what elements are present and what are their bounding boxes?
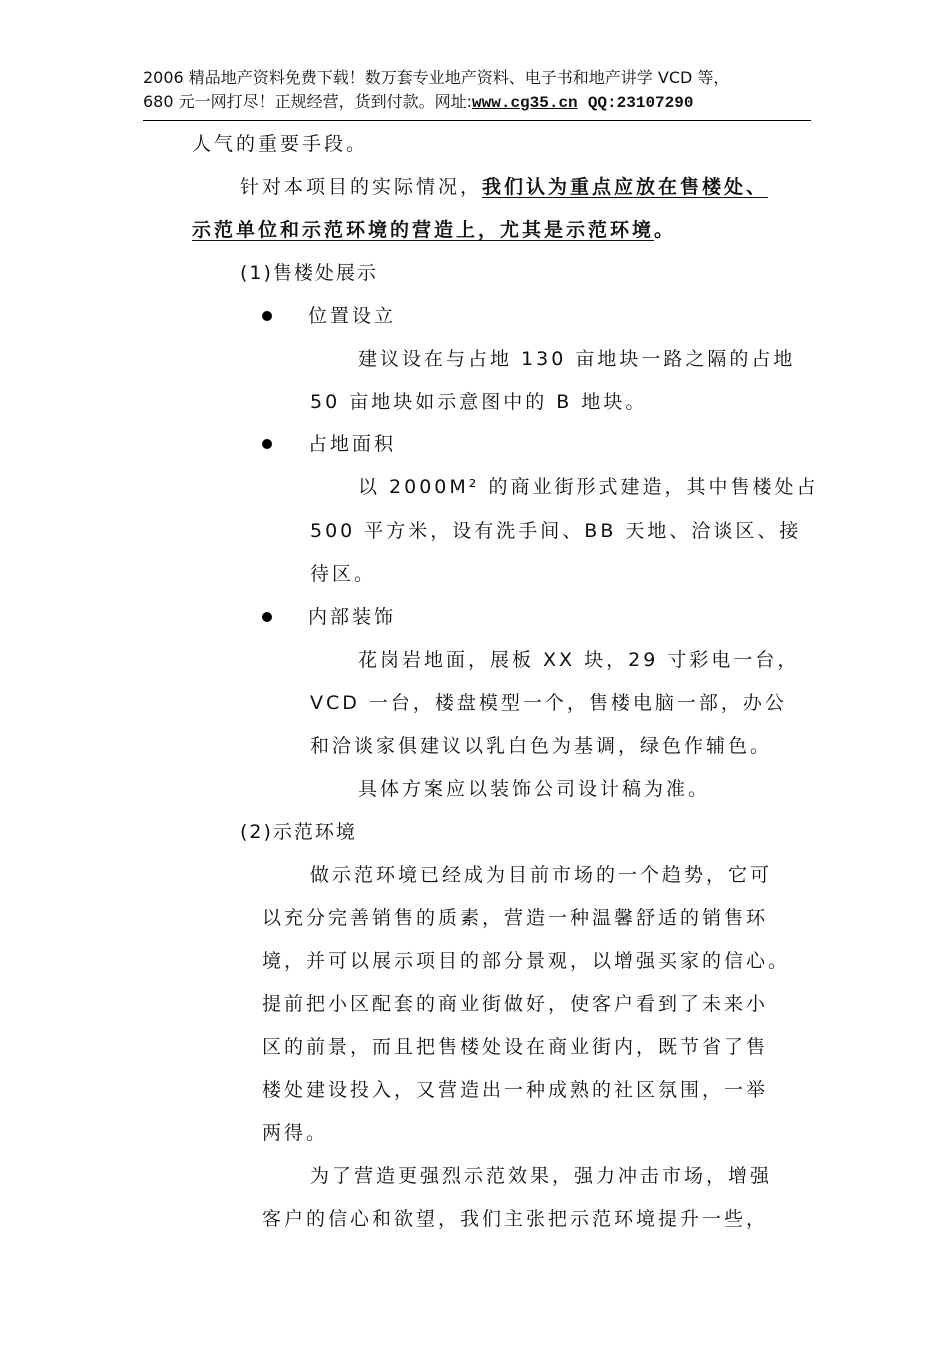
emphasis-text: 我们认为重点应放在售楼处、 (482, 176, 769, 198)
paragraph-line: 花岗岩地面，展板 XX 块，29 寸彩电一台， (358, 649, 800, 671)
website-link[interactable]: www.cg35.cn (472, 94, 578, 112)
paragraph-line: 为了营造更强烈示范效果，强力冲击市场，增强 (310, 1165, 773, 1187)
paragraph-line: 以 2000M² 的商业街形式建造，其中售楼处占 (358, 476, 819, 498)
paragraph-line: 和洽谈家俱建议以乳白色为基调，绿色作辅色。 (310, 735, 773, 757)
paragraph-line: 楼处建设投入，又营造出一种成熟的社区氛围，一举 (262, 1079, 769, 1101)
paragraph-line: 两得。 (262, 1122, 329, 1144)
paragraph-line: 境，并可以展示项目的部分景观，以增强买家的信心。 (262, 950, 791, 972)
paragraph-line: VCD 一台，楼盘模型一个，售楼电脑一部，办公 (310, 692, 787, 714)
header-line-2 (143, 90, 811, 115)
bullet-icon (262, 439, 272, 449)
page-header (143, 66, 811, 115)
section-heading-2: (2)示范环境 (240, 821, 357, 843)
text-run: 。 (654, 219, 677, 241)
paragraph-line: 建议设在与占地 130 亩地块一路之隔的占地 (358, 348, 796, 370)
bullet-icon (262, 311, 272, 321)
paragraph-line: 人气的重要手段。 (192, 133, 369, 155)
bullet-icon (262, 612, 272, 622)
bullet-title: 位置设立 (308, 305, 397, 327)
paragraph-line: 提前把小区配套的商业街做好，使客户看到了未来小 (262, 993, 769, 1015)
paragraph-line: 待区。 (310, 563, 377, 585)
paragraph-line (192, 216, 676, 244)
paragraph-line: 以充分完善销售的质素，营造一种温馨舒适的销售环 (262, 907, 769, 929)
paragraph-line: 区的前景，而且把售楼处设在商业街内，既节省了售 (262, 1036, 769, 1058)
section-heading-1: (1)售楼处展示 (240, 262, 378, 284)
paragraph-line: 客户的信心和欲望，我们主张把示范环境提升一些， (262, 1208, 769, 1230)
header-divider (143, 120, 811, 121)
paragraph-line: 做示范环境已经成为目前市场的一个趋势，它可 (310, 864, 773, 886)
emphasis-text: 示范单位和示范环境的营造上，尤其是示范环境 (192, 219, 655, 241)
text-run: 针对本项目的实际情况， (240, 176, 483, 198)
paragraph-line: 具体方案应以装饰公司设计稿为准。 (358, 778, 711, 800)
bullet-title: 内部装饰 (308, 606, 397, 628)
bullet-title: 占地面积 (308, 433, 397, 455)
paragraph-line (240, 173, 768, 201)
header-line-2-text: 680 元一网打尽！正规经营，货到付款。网址: (143, 92, 473, 111)
paragraph-line: 500 平方米，设有洗手间、BB 天地、洽谈区、接 (310, 520, 802, 542)
header-line-1: 2006 精品地产资料免费下载！数万套专业地产资料、电子书和地产讲学 VCD 等， (143, 68, 730, 87)
qq-number: QQ:23107290 (587, 94, 694, 112)
paragraph-line: 50 亩地块如示意图中的 B 地块。 (310, 391, 648, 413)
